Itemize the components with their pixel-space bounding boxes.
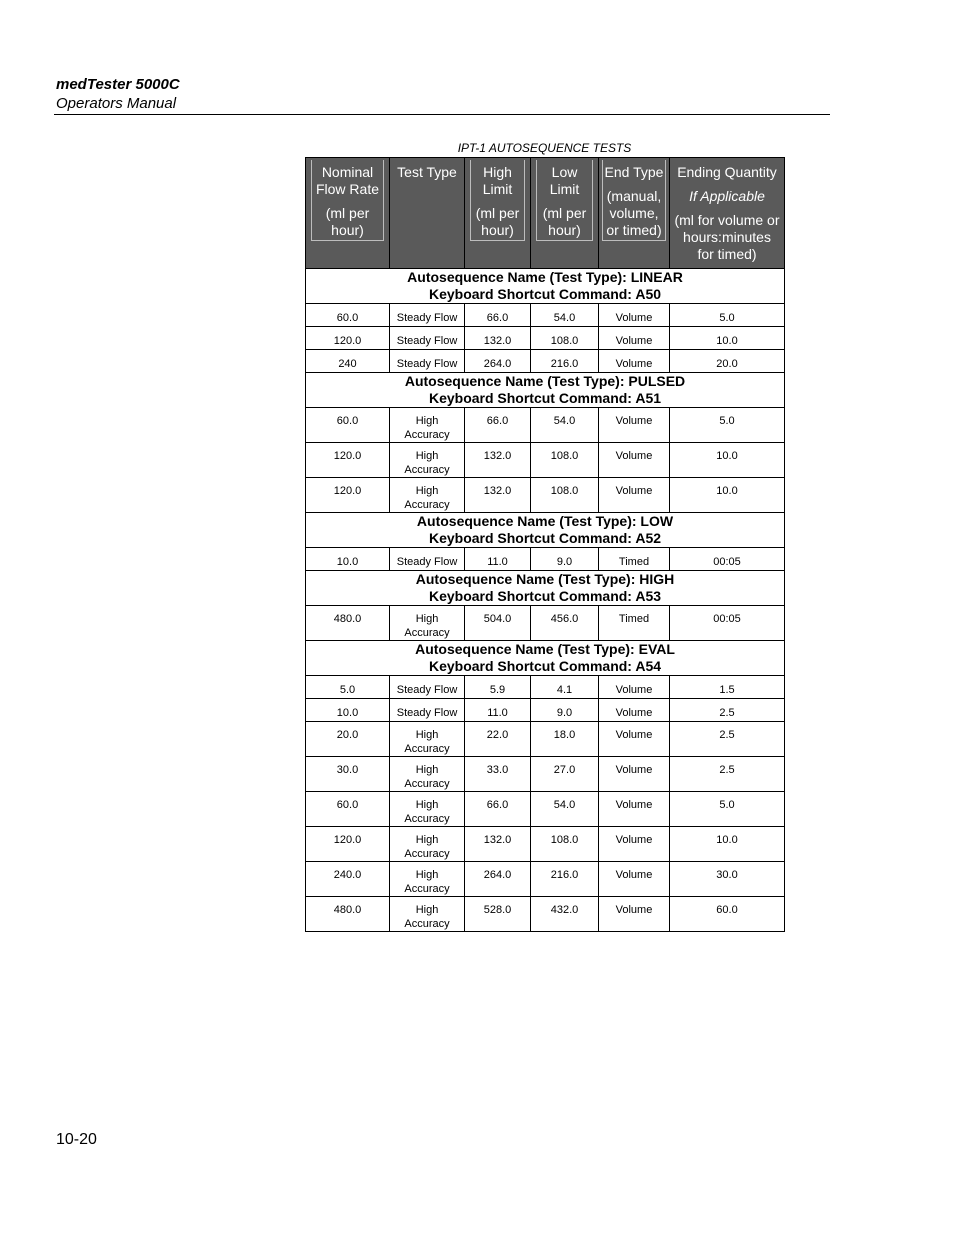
cell-text: 5.0 [339, 684, 356, 696]
end-type-cell [599, 548, 670, 571]
nominal-cell [306, 478, 390, 513]
table-row [306, 757, 785, 792]
high-limit-cell [465, 606, 531, 641]
high-limit-cell [465, 722, 531, 757]
keyboard-shortcut: Keyboard Shortcut Command: A51 [428, 390, 662, 406]
autosequence-name: Autosequence Name (Test Type): EVAL [415, 641, 675, 657]
test-type-cell [390, 699, 465, 722]
cell-text: 108.0 [550, 485, 579, 497]
keyboard-shortcut: Keyboard Shortcut Command: A50 [428, 286, 662, 302]
header-text: Test Type [397, 164, 457, 180]
ending-quantity-cell [670, 478, 785, 513]
header-text: or timed) [606, 222, 662, 238]
cell-text: 432.0 [550, 904, 579, 916]
cell-text: Accuracy [404, 464, 450, 476]
cell-text: High [415, 834, 439, 846]
end-type-cell [599, 304, 670, 327]
header-high-limit [465, 158, 531, 269]
cell-text: Accuracy [404, 743, 450, 755]
ending-quantity-cell [670, 548, 785, 571]
page-number: 10-20 [56, 1131, 97, 1148]
cell-text: 10.0 [716, 834, 738, 846]
cell-text: 54.0 [553, 415, 576, 427]
cell-text: 66.0 [486, 312, 509, 324]
cell-text: 5.0 [719, 799, 735, 811]
ending-quantity-cell [670, 827, 785, 862]
cell-text: Steady Flow [396, 556, 458, 568]
test-type-cell [390, 350, 465, 373]
cell-text: Volume [615, 485, 653, 497]
low-limit-cell [531, 478, 599, 513]
manual-subtitle: Operators Manual [56, 95, 177, 112]
header-text: Flow Rate [315, 181, 380, 197]
end-type-cell [599, 862, 670, 897]
table-row [306, 443, 785, 478]
low-limit-cell [531, 862, 599, 897]
cell-text: 60.0 [716, 904, 738, 916]
nominal-cell [306, 897, 390, 932]
ending-quantity-cell [670, 327, 785, 350]
cell-text: 132.0 [483, 834, 512, 846]
ending-quantity-cell [670, 862, 785, 897]
low-limit-cell [531, 722, 599, 757]
header-rule [54, 114, 830, 115]
header-text: for timed) [697, 246, 757, 262]
high-limit-cell [465, 792, 531, 827]
low-limit-cell [531, 304, 599, 327]
high-limit-cell [465, 327, 531, 350]
header-text: hour) [548, 222, 581, 238]
test-type-cell [390, 478, 465, 513]
cell-text: 11.0 [487, 707, 508, 719]
table-row [306, 408, 785, 443]
nominal-cell [306, 722, 390, 757]
test-type-cell [390, 676, 465, 699]
low-limit-cell [531, 548, 599, 571]
cell-text: 2.5 [719, 707, 735, 719]
header-text: hour) [331, 222, 364, 238]
high-limit-cell [465, 443, 531, 478]
cell-text: Volume [615, 335, 653, 347]
end-type-cell [599, 606, 670, 641]
nominal-cell [306, 757, 390, 792]
header-text: (ml for volume or [674, 212, 780, 228]
low-limit-cell [531, 327, 599, 350]
autosequence-name: Autosequence Name (Test Type): LOW [416, 513, 674, 529]
ending-quantity-cell [670, 722, 785, 757]
nominal-cell [306, 327, 390, 350]
low-limit-cell [531, 897, 599, 932]
section-header [306, 269, 785, 304]
header-text: (manual, [606, 188, 662, 204]
cell-text: 528.0 [483, 904, 512, 916]
cell-text: 33.0 [486, 764, 509, 776]
cell-text: 4.1 [556, 684, 573, 696]
high-limit-cell [465, 408, 531, 443]
cell-text: Accuracy [404, 883, 450, 895]
test-type-cell [390, 408, 465, 443]
table-row [306, 897, 785, 932]
table-row [306, 792, 785, 827]
cell-text: 54.0 [553, 799, 576, 811]
test-type-cell [390, 897, 465, 932]
low-limit-cell [531, 606, 599, 641]
cell-text: 22.0 [486, 729, 509, 741]
cell-text: Timed [618, 613, 650, 625]
cell-text: 20.0 [716, 358, 738, 370]
cell-text: 00:05 [713, 613, 741, 625]
low-limit-cell [531, 699, 599, 722]
table-row [306, 350, 785, 373]
cell-text: 10.0 [716, 335, 738, 347]
cell-text: Steady Flow [396, 684, 458, 696]
cell-text: 120.0 [333, 834, 362, 846]
cell-text: Accuracy [404, 813, 450, 825]
high-limit-cell [465, 862, 531, 897]
nominal-cell [306, 792, 390, 827]
cell-text: Steady Flow [396, 707, 458, 719]
high-limit-cell [465, 827, 531, 862]
high-limit-cell [465, 897, 531, 932]
nominal-cell [306, 350, 390, 373]
header-text: (ml per [542, 205, 587, 221]
cell-text: 132.0 [483, 450, 512, 462]
cell-text: Volume [615, 869, 653, 881]
end-type-cell [599, 443, 670, 478]
header-text: Nominal [321, 164, 374, 180]
header-text: Low [551, 164, 578, 180]
header-text: Limit [549, 181, 580, 197]
section-header-row [306, 641, 785, 676]
header-text: High [483, 164, 512, 180]
test-type-cell [390, 722, 465, 757]
header-text: If Applicable [689, 188, 765, 204]
cell-text: 00:05 [713, 556, 741, 568]
cell-text: Steady Flow [396, 358, 458, 370]
cell-text: 10.0 [336, 707, 359, 719]
test-type-cell [390, 327, 465, 350]
table-row [306, 304, 785, 327]
header-text: volume, [609, 205, 659, 221]
end-type-cell [599, 327, 670, 350]
cell-text: High [415, 729, 439, 741]
cell-text: 10.0 [336, 556, 359, 568]
cell-text: Accuracy [404, 848, 450, 860]
test-type-cell [390, 443, 465, 478]
cell-text: 27.0 [553, 764, 576, 776]
table-row [306, 548, 785, 571]
cell-text: High [415, 485, 439, 497]
high-limit-cell [465, 304, 531, 327]
cell-text: High [415, 764, 439, 776]
cell-text: Accuracy [404, 499, 450, 511]
cell-text: High [415, 415, 439, 427]
section-header-row [306, 571, 785, 606]
cell-text: High [415, 450, 439, 462]
nominal-cell [306, 304, 390, 327]
cell-text: High [415, 799, 439, 811]
cell-text: 60.0 [336, 799, 359, 811]
test-type-cell [390, 827, 465, 862]
nominal-cell [306, 408, 390, 443]
header-text: (ml per [475, 205, 520, 221]
header-text: End Type [604, 164, 664, 180]
cell-text: 120.0 [333, 450, 362, 462]
end-type-cell [599, 722, 670, 757]
cell-text: 10.0 [716, 450, 738, 462]
ending-quantity-cell [670, 897, 785, 932]
end-type-cell [599, 792, 670, 827]
high-limit-cell [465, 350, 531, 373]
header-low-limit [531, 158, 599, 269]
cell-text: Volume [615, 415, 653, 427]
ending-quantity-cell [670, 757, 785, 792]
header-text: hours:minutes [683, 229, 771, 245]
cell-text: Accuracy [404, 627, 450, 639]
ending-quantity-cell [670, 350, 785, 373]
ending-quantity-cell [670, 408, 785, 443]
end-type-cell [599, 408, 670, 443]
cell-text: 5.0 [719, 312, 735, 324]
cell-text: Volume [615, 684, 653, 696]
cell-text: 480.0 [333, 904, 362, 916]
cell-text: 1.5 [719, 684, 735, 696]
nominal-cell [306, 443, 390, 478]
cell-text: 18.0 [553, 729, 576, 741]
cell-text: Volume [615, 834, 653, 846]
table-row [306, 827, 785, 862]
cell-text: Volume [615, 764, 653, 776]
cell-text: 108.0 [550, 834, 579, 846]
ending-quantity-cell [670, 443, 785, 478]
table-row [306, 862, 785, 897]
section-header [306, 513, 785, 548]
header-text: Ending Quantity [677, 164, 777, 180]
end-type-cell [599, 350, 670, 373]
cell-text: 240.0 [333, 869, 362, 881]
test-type-cell [390, 304, 465, 327]
cell-text: 66.0 [486, 415, 509, 427]
header-test-type [390, 158, 465, 269]
high-limit-cell [465, 676, 531, 699]
cell-text: 54.0 [553, 312, 576, 324]
cell-text: 216.0 [550, 869, 579, 881]
test-type-cell [390, 792, 465, 827]
nominal-cell [306, 676, 390, 699]
table-row [306, 327, 785, 350]
high-limit-cell [465, 548, 531, 571]
low-limit-cell [531, 443, 599, 478]
cell-text: Volume [615, 799, 653, 811]
end-type-cell [599, 699, 670, 722]
keyboard-shortcut: Keyboard Shortcut Command: A52 [428, 530, 662, 546]
table-row [306, 606, 785, 641]
cell-text: 264.0 [483, 869, 512, 881]
nominal-cell [306, 606, 390, 641]
cell-text: 2.5 [719, 764, 735, 776]
section-header [306, 571, 785, 606]
nominal-cell [306, 862, 390, 897]
cell-text: 264.0 [483, 358, 512, 370]
autosequence-table [305, 157, 785, 932]
autosequence-name: Autosequence Name (Test Type): HIGH [415, 571, 675, 587]
ending-quantity-cell [670, 699, 785, 722]
section-header [306, 373, 785, 408]
table-row [306, 478, 785, 513]
cell-text: Volume [615, 707, 653, 719]
cell-text: 120.0 [333, 485, 362, 497]
autosequence-name: Autosequence Name (Test Type): LINEAR [407, 269, 683, 285]
table-row [306, 699, 785, 722]
keyboard-shortcut: Keyboard Shortcut Command: A54 [428, 658, 662, 674]
cell-text: 456.0 [550, 613, 579, 625]
cell-text: Steady Flow [396, 335, 458, 347]
low-limit-cell [531, 757, 599, 792]
section-header-row [306, 373, 785, 408]
low-limit-cell [531, 676, 599, 699]
end-type-cell [599, 827, 670, 862]
cell-text: 30.0 [336, 764, 359, 776]
cell-text: 20.0 [336, 729, 359, 741]
cell-text: 10.0 [716, 485, 738, 497]
cell-text: 30.0 [716, 869, 738, 881]
cell-text: 240 [338, 358, 357, 370]
table-row [306, 676, 785, 699]
test-type-cell [390, 757, 465, 792]
cell-text: 108.0 [550, 450, 579, 462]
cell-text: High [415, 613, 439, 625]
cell-text: 132.0 [483, 335, 512, 347]
cell-text: Volume [615, 312, 653, 324]
test-type-cell [390, 606, 465, 641]
high-limit-cell [465, 478, 531, 513]
cell-text: Volume [615, 450, 653, 462]
table-row [306, 722, 785, 757]
header-ending-quantity [670, 158, 785, 269]
cell-text: Volume [615, 904, 653, 916]
ending-quantity-cell [670, 606, 785, 641]
cell-text: High [415, 904, 439, 916]
low-limit-cell [531, 408, 599, 443]
nominal-cell [306, 548, 390, 571]
low-limit-cell [531, 350, 599, 373]
test-type-cell [390, 548, 465, 571]
manual-title: medTester 5000C [56, 76, 180, 93]
header-text: (ml per [325, 205, 370, 221]
autosequence-name: Autosequence Name (Test Type): PULSED [404, 373, 686, 389]
nominal-cell [306, 699, 390, 722]
end-type-cell [599, 897, 670, 932]
cell-text: High [415, 869, 439, 881]
end-type-cell [599, 676, 670, 699]
cell-text: 66.0 [486, 799, 509, 811]
cell-text: 480.0 [333, 613, 362, 625]
cell-text: Accuracy [404, 778, 450, 790]
end-type-cell [599, 757, 670, 792]
low-limit-cell [531, 792, 599, 827]
section-header-row [306, 513, 785, 548]
cell-text: 9.0 [556, 556, 573, 568]
cell-text: Steady Flow [396, 312, 458, 324]
section-header-row [306, 269, 785, 304]
cell-text: 120.0 [333, 335, 362, 347]
cell-text: Volume [615, 358, 653, 370]
cell-text: 132.0 [483, 485, 512, 497]
header-nominal-flow-rate [306, 158, 390, 269]
cell-text: 11.0 [487, 556, 508, 568]
cell-text: 60.0 [336, 312, 359, 324]
header-text: Limit [482, 181, 513, 197]
cell-text: 5.0 [719, 415, 735, 427]
test-type-cell [390, 862, 465, 897]
high-limit-cell [465, 757, 531, 792]
cell-text: Accuracy [404, 918, 450, 930]
keyboard-shortcut: Keyboard Shortcut Command: A53 [428, 588, 662, 604]
cell-text: 504.0 [483, 613, 512, 625]
cell-text: 5.9 [489, 684, 506, 696]
header-text: hour) [481, 222, 514, 238]
high-limit-cell [465, 699, 531, 722]
cell-text: 108.0 [550, 335, 579, 347]
header-end-type [599, 158, 670, 269]
cell-text: Accuracy [404, 429, 450, 441]
cell-text: 216.0 [550, 358, 579, 370]
ending-quantity-cell [670, 676, 785, 699]
cell-text: Timed [618, 556, 650, 568]
nominal-cell [306, 827, 390, 862]
table-caption: IPT-1 AUTOSEQUENCE TESTS [457, 141, 632, 155]
cell-text: Volume [615, 729, 653, 741]
cell-text: 2.5 [719, 729, 735, 741]
table-header-row [306, 158, 785, 269]
section-header [306, 641, 785, 676]
ending-quantity-cell [670, 792, 785, 827]
cell-text: 9.0 [556, 707, 573, 719]
ending-quantity-cell [670, 304, 785, 327]
end-type-cell [599, 478, 670, 513]
low-limit-cell [531, 827, 599, 862]
cell-text: 60.0 [336, 415, 359, 427]
